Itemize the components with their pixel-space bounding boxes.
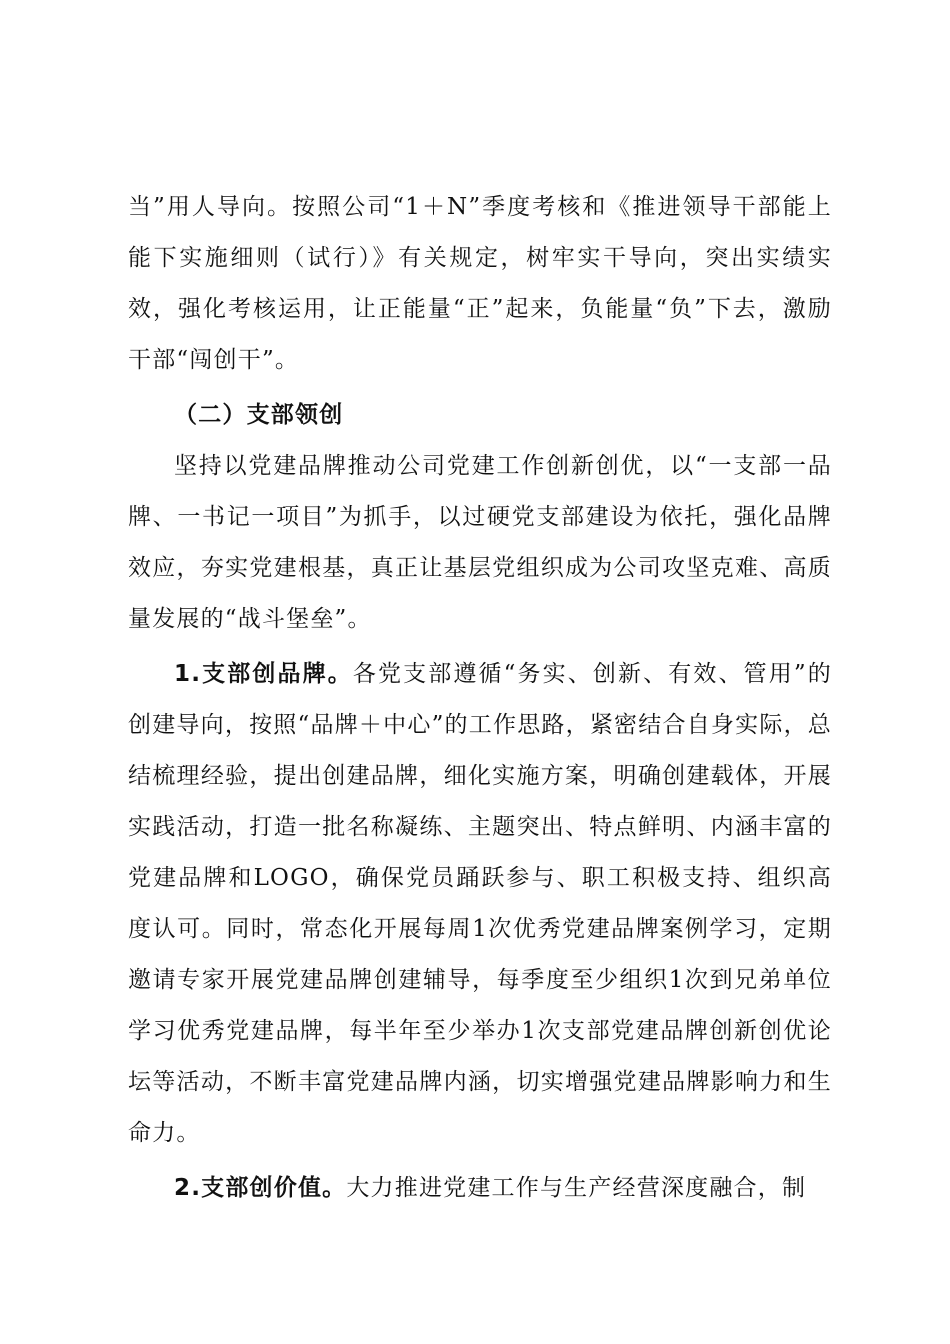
list-item-value-lead: 2.支部创价值。 — [174, 1175, 347, 1201]
list-item-value — [128, 1163, 832, 1214]
paragraph-continuation: 当”用人导向。按照公司“1＋N”季度考核和《推进领导干部能上能下实施细则（试行）》有关规定，树牢实干导向，突出实绩实效，强化考核运用，让正能量“正”起来，负能量“负”下去，激励干部“闯创干”。 — [128, 194, 832, 373]
list-item-brand — [128, 649, 832, 1159]
document-body — [128, 182, 832, 1214]
list-item-brand-body: 各党支部遵循“务实、创新、有效、管用”的创建导向，按照“品牌＋中心”的工作思路，紧密结合自身实际，总结梳理经验，提出创建品牌，细化实施方案，明确创建载体，开展实践活动，打造一批名称凝练、主题突出、特点鲜明、内涵丰富的党建品牌和LOGO，确保党员踊跃参与、职工积极支持、组织高度认可。同时，常态化开展每周1次优秀党建品牌案例学习，定期邀请专家开展党建品牌创建辅导，每季度至少组织1次到兄弟单位学习优秀党建品牌，每半年至少举办1次支部党建品牌创新创优论坛等活动，不断丰富党建品牌内涵，切实增强党建品牌影响力和生命力。 — [128, 661, 832, 1146]
list-item-brand-lead: 1.支部创品牌。 — [174, 661, 353, 687]
section-heading: （二）支部领创 — [174, 402, 344, 428]
list-item-value-body: 大力推进党建工作与生产经营深度融合，制 — [346, 1175, 807, 1201]
paragraph-branch-leads: 坚持以党建品牌推动公司党建工作创新创优，以“一支部一品牌、一书记一项目”为抓手，以过硬党支部建设为依托，强化品牌效应，夯实党建根基，真正让基层党组织成为公司攻坚克难、高质量发展的“战斗堡垒”。 — [128, 453, 832, 632]
